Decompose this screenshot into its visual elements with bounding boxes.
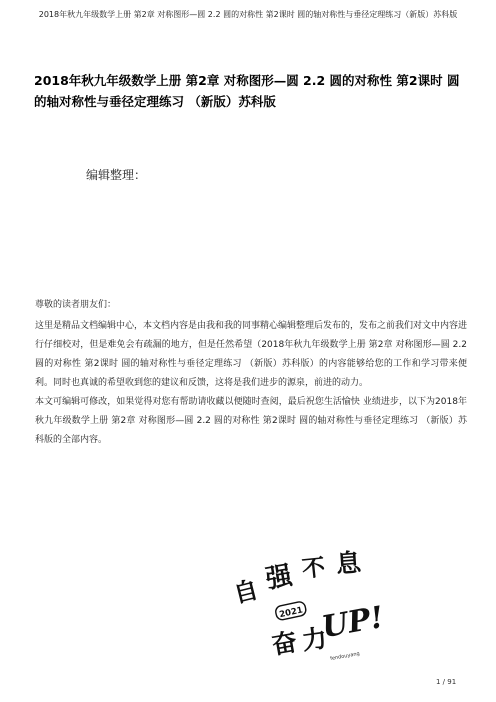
stamp-char: 强 <box>263 560 295 595</box>
stamp-char: 息 <box>334 547 362 579</box>
stamp-char: 不 <box>300 553 327 583</box>
editor-label: 编辑整理： <box>86 168 147 182</box>
greeting: 尊敬的读者朋友们： <box>35 300 117 310</box>
stamp-char: 自 <box>230 574 262 609</box>
stamp-badge <box>275 601 307 621</box>
body-text <box>35 296 467 450</box>
stamp-small-text: fendouyang <box>329 650 361 663</box>
motivational-stamp <box>230 547 387 666</box>
stamp-badge-text: 2021 <box>278 605 304 621</box>
page-number: 1 / 91 <box>436 678 457 686</box>
paragraph-intro: 这里是精品文档编辑中心，本文档内容是由我和我的同事精心编辑整理后发布的，发布之前我们对文中内容进行仔细校对，但是难免会有疏漏的地方，但是任然希望（2018年秋九年级数学上册 第2章 对称图形—圆 2.2 圆的对称性 第2课时 圆的轴对称性与垂径定理练习 （新版）苏科版）的内容能够给您的工作和学习带来便利。同时也真诚的希望收到您的建议和反馈，这将是我们进步的源泉，前进的动力。 <box>35 321 468 388</box>
stamp-char: 力 <box>300 623 329 656</box>
document-title: 2018年秋九年级数学上册 第2章 对称图形—圆 2.2 圆的对称性 第2课时 圆的轴对称性与垂径定理练习 （新版）苏科版 <box>34 73 460 109</box>
stamp-up-text: UP! <box>319 599 387 646</box>
paragraph-closing: 本文可编辑可修改，如果觉得对您有帮助请收藏以便随时查阅，最后祝您生活愉快 业绩进步，以下为2018年秋九年级数学上册 第2章 对称图形—圆 2.2 圆的对称性 第2课时 圆的轴对称性与垂径定理练习 （新版）苏科版的全部内容。 <box>35 397 467 445</box>
stamp-char: 奋 <box>269 626 300 660</box>
running-header: 2018年秋九年级数学上册 第2章 对称图形—圆 2.2 圆的对称性 第2课时 圆的轴对称性与垂径定理练习（新版）苏科版 <box>38 10 458 19</box>
